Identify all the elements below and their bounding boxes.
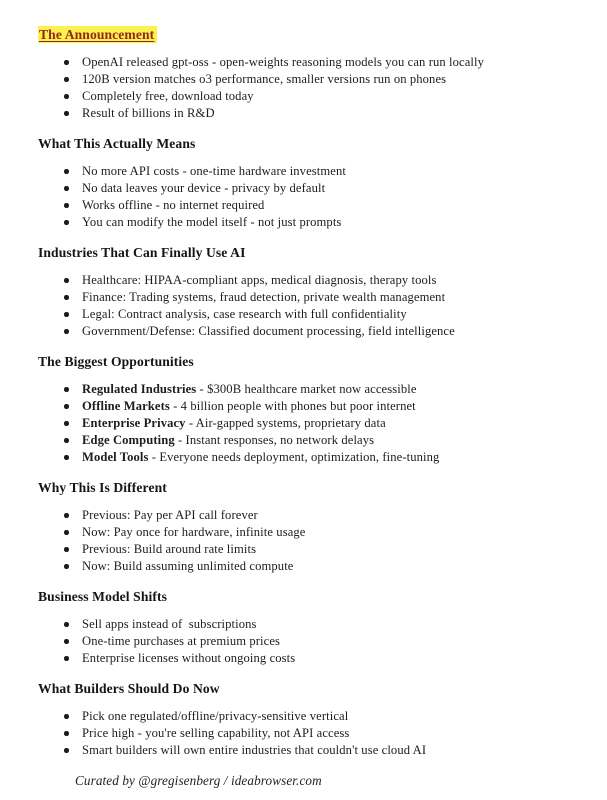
list-item-text: - 4 billion people with phones but poor internet [169,399,416,413]
list-item-text: Healthcare: HIPAA-compliant apps, medical diagnosis, therapy tools [82,273,437,287]
list-item-text: Legal: Contract analysis, case research with full confidentiality [82,307,407,321]
list-item [38,398,573,415]
section-heading-text: What This Actually Means [38,136,196,151]
section-heading [38,244,573,261]
section-heading [38,680,573,697]
bullet-list [38,708,573,759]
list-item-text: - $300B healthcare market now accessible [196,382,417,396]
list-item [38,432,573,449]
list-item-text: Now: Pay once for hardware, infinite usage [82,525,306,539]
bullet-list [38,616,573,667]
section-heading [38,479,573,496]
list-item-text: - Air-gapped systems, proprietary data [185,416,386,430]
list-item [38,163,573,180]
list-item-text: Works offline - no internet required [82,198,265,212]
list-item-text: - Everyone needs deployment, optimization, fine-tuning [148,450,440,464]
section-heading-text: Industries That Can Finally Use AI [38,245,246,260]
list-item [38,650,573,667]
list-item-lead: Regulated Industries [82,382,197,396]
bullet-list [38,272,573,340]
list-item-text: Price high - you're selling capability, not API access [82,726,350,740]
section-heading-text: The Announcement [38,26,157,43]
section-heading-text: Why This Is Different [38,480,167,495]
section-heading [38,588,573,605]
list-item-text: Previous: Pay per API call forever [82,508,258,522]
list-item-lead: Enterprise Privacy [82,416,186,430]
list-item [38,449,573,466]
list-item [38,214,573,231]
list-item-lead: Offline Markets [82,399,170,413]
list-item-text: Smart builders will own entire industries that couldn't use cloud AI [82,743,427,757]
list-item-text: - Instant responses, no network delays [174,433,375,447]
list-item-text: Previous: Build around rate limits [82,542,257,556]
section-heading-text: The Biggest Opportunities [38,354,194,369]
list-item [38,381,573,398]
bullet-list [38,54,573,122]
bullet-list [38,381,573,466]
list-item [38,415,573,432]
list-item-text: One-time purchases at premium prices [82,634,281,648]
list-item-text: You can modify the model itself - not just prompts [82,215,342,229]
list-item [38,524,573,541]
list-item [38,306,573,323]
section-heading [38,135,573,152]
list-item-text: OpenAI released gpt-oss - open-weights reasoning models you can run locally [82,55,484,69]
list-item-text: Sell apps instead of subscriptions [82,617,257,631]
list-item [38,272,573,289]
list-item [38,507,573,524]
document-section [38,479,573,575]
list-item [38,541,573,558]
section-heading-text: What Builders Should Do Now [38,681,220,696]
section-heading [38,26,573,43]
list-item-text: Pick one regulated/offline/privacy-sensitive vertical [82,709,349,723]
list-item [38,633,573,650]
list-item [38,88,573,105]
document-section [38,135,573,231]
document-section [38,588,573,667]
section-heading-text: Business Model Shifts [38,589,168,604]
document-section [38,244,573,340]
list-item-text: Completely free, download today [82,89,254,103]
list-item [38,558,573,575]
footer-credit: Curated by @gregisenberg / ideabrowser.com [75,773,322,788]
bullet-list [38,163,573,231]
list-item-text: No more API costs - one-time hardware investment [82,164,346,178]
document-section [38,353,573,466]
list-item-text: 120B version matches o3 performance, smaller versions run on phones [82,72,447,86]
list-item-lead: Model Tools [82,450,149,464]
list-item-lead: Edge Computing [82,433,175,447]
document-sections [38,26,573,759]
document-section [38,680,573,759]
list-item [38,105,573,122]
list-item-text: Enterprise licenses without ongoing costs [82,651,296,665]
list-item [38,742,573,759]
list-item [38,197,573,214]
list-item-text: Government/Defense: Classified document processing, field intelligence [82,324,455,338]
list-item [38,71,573,88]
section-heading [38,353,573,370]
list-item [38,289,573,306]
list-item [38,323,573,340]
list-item [38,708,573,725]
list-item [38,54,573,71]
list-item [38,180,573,197]
list-item [38,725,573,742]
list-item-text: Now: Build assuming unlimited compute [82,559,294,573]
list-item-text: Finance: Trading systems, fraud detection, private wealth management [82,290,446,304]
document-section [38,26,573,122]
bullet-list [38,507,573,575]
list-item-text: Result of billions in R&D [82,106,215,120]
list-item-text: No data leaves your device - privacy by default [82,181,326,195]
list-item [38,616,573,633]
